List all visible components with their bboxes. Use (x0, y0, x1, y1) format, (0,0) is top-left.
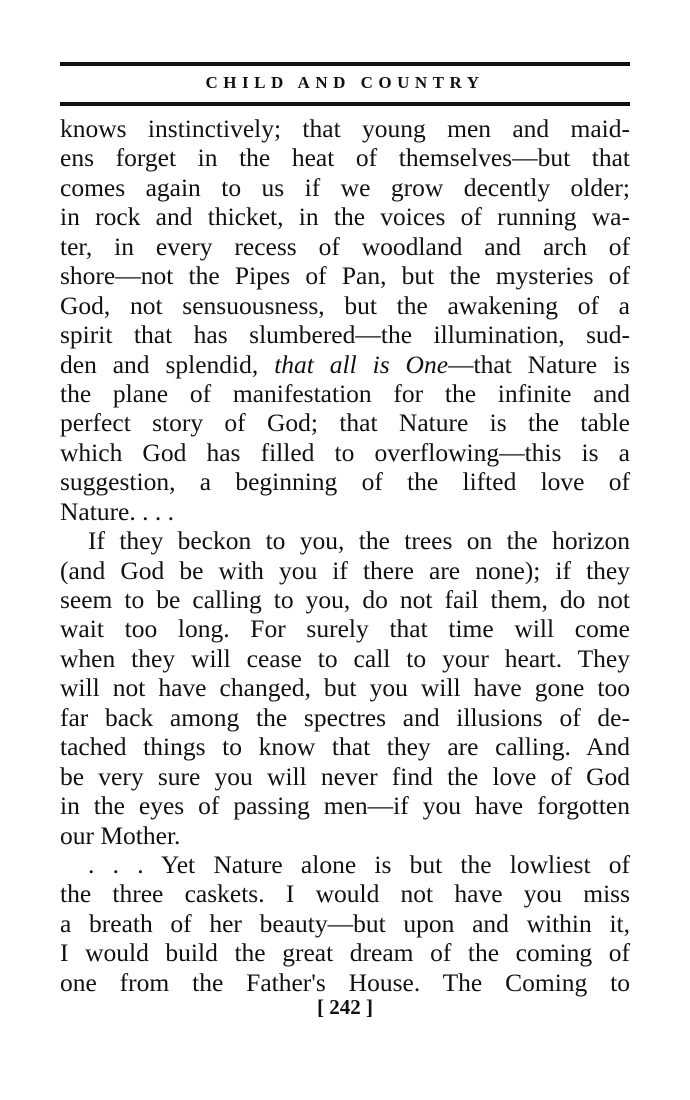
text-line: in the eyes of passing men—if you have forgotten (60, 791, 630, 821)
text-line: one from the Father's House. The Coming to (60, 967, 630, 997)
text-segment: —that Nature is (448, 349, 630, 379)
text-line: seem to be calling to you, do not fail them, do not (60, 585, 630, 614)
text-line: which God has filled to overflowing—this is a (60, 437, 630, 467)
text-line: God, not sensuousness, but the awakening of a (60, 290, 630, 320)
text-line: be very sure you will never find the love of God (60, 761, 630, 791)
text-line: a breath of her beauty—but upon and within it, (60, 908, 630, 938)
text-line: far back among the spectres and illusions of de- (60, 702, 630, 732)
text-line: . . . Yet Nature alone is but the lowliest of (88, 849, 630, 879)
text-line: comes again to us if we grow decently older; (60, 172, 630, 202)
text-line: If they beckon to you, the trees on the horizon (88, 526, 630, 556)
running-head: CHILD AND COUNTRY (205, 73, 485, 92)
text-line: our Mother. (60, 820, 181, 850)
page-number: [ 242 ] (317, 995, 373, 1019)
header-rule-top (60, 62, 630, 66)
text-line: will not have changed, but you will have gone too (60, 673, 630, 703)
text-line: Nature. . . . (60, 496, 175, 526)
text-line: wait too long. For surely that time will come (60, 614, 630, 644)
text-line: suggestion, a beginning of the lifted love of (60, 467, 630, 497)
text-line: tached things to know that they are calling. And (60, 732, 630, 762)
text-line: I would build the great dream of the coming of (60, 938, 630, 968)
text-line: shore—not the Pipes of Pan, but the mysteries of (60, 261, 630, 291)
text-line: spirit that has slumbered—the illumination, sud- (60, 320, 630, 350)
text-line: ens forget in the heat of themselves—but that (60, 143, 630, 173)
text-line: knows instinctively; that young men and maid- (60, 114, 630, 143)
text-line: perfect story of God; that Nature is the table (60, 408, 630, 438)
header-rule-bottom (60, 102, 630, 106)
text-line: the three caskets. I would not have you miss (60, 879, 630, 909)
text-line: (and God be with you if there are none); if they (60, 555, 630, 585)
body-text (60, 114, 630, 997)
text-line (60, 350, 630, 379)
text-line: the plane of manifestation for the infinite and (60, 378, 630, 408)
text-line: in rock and thicket, in the voices of running wa- (60, 202, 630, 232)
text-line: ter, in every recess of woodland and arch of (60, 231, 630, 261)
italic-phrase: that all is One (274, 349, 449, 379)
text-line: when they will cease to call to your heart. They (60, 643, 630, 673)
text-segment: den and splendid, (60, 349, 275, 379)
